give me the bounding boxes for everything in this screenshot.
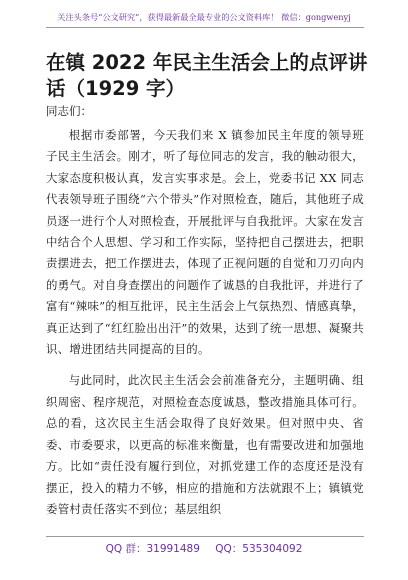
footer-qq-group: QQ 群：31991489 [105, 543, 200, 555]
header-divider [46, 27, 364, 28]
paragraph: 根据市委部署，今天我们来 X 镇参加民主年度的领导班子民主生活会。刚才，听了每位同志的发言，我的触动很大，大家态度积极认真，发言实事求是。会上，党委书记 XX 同志代表领导班子围绕“六个带头”作对照检查，随后，其他班子成员逐一进行个人对照检查，开展批评与自我批评。大家在发言中结合个人思想、学习和工作实际，坚持把自己摆进去，把职责摆进去，把工作摆进去，体现了正视问题的自觉和刀刃向内的勇气。对自身查摆出的问题作了诚恳的自我批评，并进行了富有“辣味”的相互批评，民主生活会上气氛热烈、情感真挚，真正达到了“红红脸出出汗”的效果，达到了统一思想、凝聚共识、增进团结共同提高的目的。 [46, 128, 364, 357]
document-body [46, 125, 364, 530]
paragraph: 与此同时，此次民主生活会会前准备充分，主题明确、组织周密、程序规范，对照检查态度诚恳，整改措施具体可行。总的看，这次民主生活会取得了良好效果。但对照中央、省委、市委要求，以更高的标准来衡量，也有需要改进和加强地方。比如“责任没有履行到位，对抓党建工作的态度还是没有摆正，投入的精力不够，相应的措施和方法就跟不上；镇镇党委管村责任落实不到位；基层组织 [46, 373, 364, 516]
document-title: 在镇 2022 年民主生活会上的点评讲话（1929 字） [46, 51, 368, 100]
header-note: 关注头条号“公文研究”，获得最新最全最专业的公文资料库！ 微信：gongwenyj [57, 12, 351, 22]
footer-divider [46, 536, 364, 537]
footer-qq: QQ：535304092 [215, 543, 303, 555]
salutation: 同志们： [46, 104, 92, 118]
footer [0, 541, 408, 556]
